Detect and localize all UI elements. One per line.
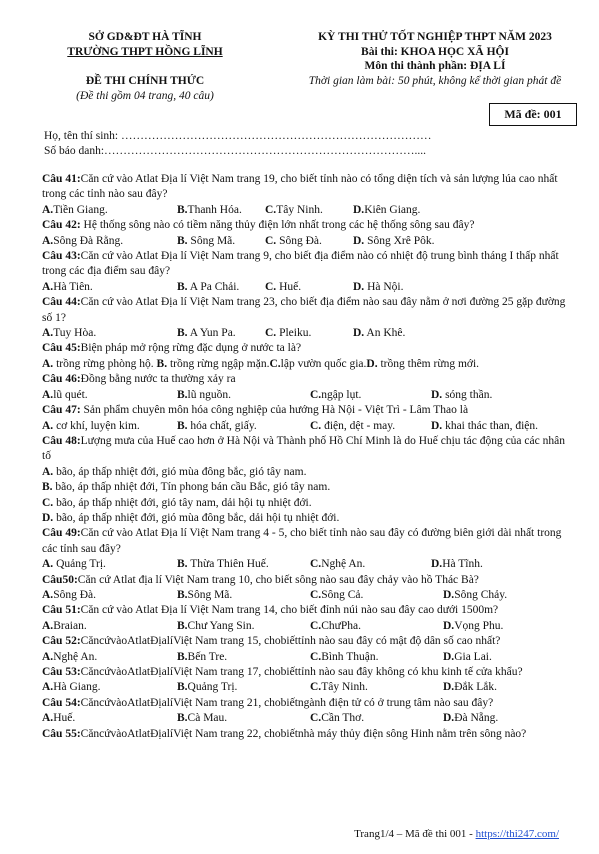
option-text: ChưPha.: [321, 619, 361, 632]
question: [42, 295, 569, 326]
option-letter: A.: [42, 619, 54, 632]
option-text: Thừa Thiên Huế.: [187, 558, 269, 571]
option-text: Huế.: [53, 712, 76, 725]
option-letter: B.: [177, 558, 188, 571]
option-text: bão, áp thấp nhiệt đới, gió mùa đông bắc, gió tây nam.: [53, 465, 307, 478]
answer-option[interactable]: [177, 280, 265, 295]
option-text: Cần Thơ.: [321, 712, 365, 725]
option-text: Pleiku.: [276, 327, 312, 340]
answer-option[interactable]: [42, 203, 177, 218]
question-text: CăncứvàoAtlatĐịalíViệt Nam trang 17, chobiếttỉnh nào sau đây không có khu kinh tế cửa khẩu?: [80, 666, 523, 678]
option-text: cơ khí, luyện kim.: [53, 419, 140, 432]
question: [42, 696, 569, 711]
answer-options: [42, 203, 569, 218]
option-text: lũ nguồn.: [187, 388, 231, 401]
question: [42, 727, 569, 742]
question-text: Căn cứ vào Atlat Địa lí Việt Nam trang 19, cho biết tỉnh nào có tổng diện tích và sản lượng lúa cao nhất trong các tỉnh nào sau đây?: [42, 173, 558, 201]
answer-option[interactable]: [431, 419, 571, 434]
answer-options: [42, 234, 569, 249]
answer-option[interactable]: [269, 358, 366, 370]
answer-options: [42, 588, 569, 603]
option-text: Sông Mã.: [187, 234, 236, 247]
answer-option[interactable]: [443, 680, 563, 695]
answer-option[interactable]: [157, 358, 270, 370]
option-text: Gia Lai.: [454, 650, 492, 663]
option-letter: C.: [265, 234, 277, 247]
question-number: Câu 54:: [42, 696, 81, 709]
option-letter: D.: [443, 650, 455, 663]
question-number: Câu 41:: [42, 173, 81, 185]
option-text: Quảng Trị.: [53, 558, 106, 571]
header-left: [30, 30, 260, 103]
answer-option[interactable]: [177, 588, 310, 603]
option-letter: A.: [42, 712, 54, 725]
option-text: khai thác than, điện.: [442, 419, 538, 432]
option-text: Sông Đà.: [276, 234, 322, 247]
answer-options: [42, 619, 569, 634]
answer-option[interactable]: [42, 234, 177, 249]
option-letter: C.: [310, 650, 322, 663]
question-text: CăncứvàoAtlatĐịalíViệt Nam trang 15, chobiếttỉnh nào sau đây có mật độ dân số cao nhất?: [80, 635, 501, 648]
option-text: Sông Chảy.: [454, 588, 508, 601]
question-number: Câu 49:: [42, 527, 81, 540]
answer-option[interactable]: [310, 557, 431, 572]
option-text: ngập lụt.: [321, 388, 362, 401]
option-letter: D.: [431, 419, 443, 432]
question: [42, 249, 569, 280]
answer-option[interactable]: [42, 465, 569, 480]
answer-option[interactable]: [42, 419, 177, 434]
option-text: lũ quét.: [53, 388, 88, 401]
answer-option[interactable]: [42, 650, 177, 665]
answer-option[interactable]: [431, 557, 551, 572]
option-letter: D.: [353, 280, 365, 293]
exam-code-box: Mã đề: 001: [489, 103, 577, 126]
question-number: Câu 42:: [42, 219, 81, 232]
question: [42, 526, 569, 557]
option-letter: A.: [42, 558, 54, 571]
option-letter: B.: [177, 650, 188, 663]
question-text: CăncứvàoAtlatĐịalíViệt Nam trang 21, chobiếtngành điện tử có ở trung tâm nào sau đây?: [80, 696, 494, 709]
answer-option[interactable]: [177, 650, 310, 665]
option-letter: B.: [177, 280, 188, 293]
option-text: Hà Tĩnh.: [442, 558, 483, 571]
option-text: Hà Giang.: [53, 681, 101, 694]
question-text: Căn cứ vào Atlat Địa lí Việt Nam trang 9, cho biết địa điểm nào có nhiệt độ trung bình tháng I thấp nhất trong các địa điểm sau đây?: [42, 250, 559, 278]
option-text: Kiên Giang.: [364, 203, 421, 216]
option-text: A Yun Pa.: [187, 327, 236, 340]
answer-options: [42, 557, 569, 572]
question-number: Câu 46:: [42, 373, 81, 386]
option-text: trồng rừng ngập mặn.: [167, 357, 270, 370]
question: [42, 218, 569, 233]
question: [42, 341, 569, 356]
option-letter: B.: [156, 357, 168, 370]
school-name: TRƯỜNG THPT HỒNG LĨNH: [67, 46, 223, 58]
answer-option[interactable]: [42, 588, 177, 603]
option-letter: D.: [443, 588, 455, 601]
option-letter: A.: [42, 234, 54, 247]
answer-options: [42, 326, 569, 341]
official-label: ĐỀ THI CHÍNH THỨC: [85, 75, 205, 87]
answer-option[interactable]: [42, 619, 177, 634]
option-text: Tuy Hòa.: [53, 327, 97, 340]
answer-options: [42, 650, 569, 665]
answer-option[interactable]: [177, 234, 265, 249]
answer-options: [42, 280, 569, 295]
student-id-line: Số báo danh:………………………………………………………………………....: [44, 145, 427, 157]
answer-options: [42, 357, 569, 372]
answer-option[interactable]: [177, 680, 310, 695]
answer-option[interactable]: [177, 557, 310, 572]
answer-option[interactable]: [310, 680, 443, 695]
answer-option[interactable]: [265, 234, 353, 249]
question-number: Câu 47:: [42, 404, 81, 417]
answer-option[interactable]: [42, 358, 157, 370]
answer-option[interactable]: [310, 650, 443, 665]
answer-option[interactable]: [443, 619, 563, 634]
answer-options: [42, 680, 569, 695]
option-letter: B.: [177, 681, 188, 694]
time-note: Thời gian làm bài: 50 phút, không kể thời gian phát đề: [308, 74, 562, 87]
answer-option[interactable]: [310, 388, 431, 403]
option-text: Vọng Phu.: [454, 619, 504, 632]
page-footer: [354, 827, 559, 841]
answer-option[interactable]: [42, 557, 177, 572]
option-text: Bình Thuận.: [321, 650, 379, 663]
question-list: [42, 172, 569, 742]
answer-options: [42, 419, 569, 434]
question-text: Căn cứ vào Atlat Địa lí Việt Nam trang 23, cho biết địa điểm nào sau đây nằm ở nơi đường 25 gặp đường số 1?: [42, 296, 566, 324]
option-text: điện, dệt - may.: [321, 419, 396, 432]
question: [42, 403, 569, 418]
answer-option[interactable]: [353, 234, 483, 249]
exam-subject: Bài thi: KHOA HỌC XÃ HỘI: [361, 45, 509, 58]
pages-note: (Đề thi gồm 04 trang, 40 câu): [76, 90, 214, 102]
option-letter: A.: [42, 203, 54, 216]
question-number: Câu 48:: [42, 434, 81, 447]
question-text: Căn cứ vào Atlat Địa lí Việt Nam trang 14, cho biết đỉnh núi nào sau đây cao dưới 1500m?: [80, 604, 499, 617]
question-number: Câu 44:: [42, 296, 81, 309]
option-letter: B.: [177, 234, 188, 247]
option-text: trồng rừng phòng hộ.: [53, 357, 157, 370]
exam-title: KỲ THI THỬ TỐT NGHIỆP THPT NĂM 2023: [318, 31, 552, 43]
question-number: Câu 43:: [42, 250, 81, 263]
option-text: Sông Xrê Pôk.: [364, 234, 435, 247]
option-letter: D.: [353, 203, 365, 216]
answer-option[interactable]: [443, 588, 563, 603]
option-letter: A.: [42, 588, 54, 601]
option-text: Cà Mau.: [187, 712, 228, 725]
answer-option[interactable]: [265, 203, 353, 218]
option-text: Sông Đà Rằng.: [53, 234, 124, 247]
option-letter: C.: [310, 419, 322, 432]
option-letter: C.: [269, 357, 281, 370]
option-letter: D.: [353, 327, 365, 340]
option-text: bão, áp thấp nhiệt đới, gió tây nam, dải hội tụ nhiệt đới.: [53, 496, 312, 509]
answer-option[interactable]: [42, 480, 569, 495]
answer-option[interactable]: [42, 711, 177, 726]
option-text: Sông Đà.: [53, 588, 96, 601]
option-text: Thanh Hóa.: [187, 203, 242, 216]
option-letter: A.: [42, 388, 54, 401]
question: [42, 573, 569, 588]
option-letter: A.: [42, 650, 54, 663]
option-text: Nghệ An.: [321, 558, 366, 571]
answer-option[interactable]: [177, 711, 310, 726]
answer-option[interactable]: [42, 326, 177, 341]
option-letter: D.: [443, 712, 455, 725]
department-name: SỞ GD&ĐT HÀ TĨNH: [88, 31, 202, 43]
option-text: Braian.: [53, 619, 87, 632]
option-letter: A.: [42, 681, 54, 694]
option-letter: C.: [310, 712, 322, 725]
question-number: Câu 52:: [42, 635, 81, 648]
question-text: Hệ thống sông nào có tiềm năng thủy điện lớn nhất trong các hệ thống sông sau đây?: [80, 219, 475, 232]
option-letter: B.: [177, 588, 188, 601]
footer-text: Trang1/4 – Mã đề thi 001 -: [354, 828, 476, 840]
option-text: Tây Ninh.: [276, 203, 323, 216]
question: [42, 172, 569, 203]
answer-option[interactable]: [42, 280, 177, 295]
option-text: hóa chất, giấy.: [187, 419, 257, 432]
option-text: Huế.: [276, 280, 302, 293]
question: [42, 603, 569, 618]
option-letter: D.: [443, 619, 455, 632]
answer-option[interactable]: [42, 680, 177, 695]
answer-options: [42, 388, 569, 403]
answer-options: [42, 711, 569, 726]
answer-option[interactable]: [42, 388, 177, 403]
option-letter: C.: [265, 203, 277, 216]
option-letter: A.: [42, 357, 54, 370]
option-letter: B.: [177, 388, 188, 401]
option-letter: D.: [42, 511, 54, 524]
option-text: Tiền Giang.: [53, 203, 108, 216]
option-text: bão, áp thấp nhiệt đới, Tín phong bán cầu Bắc, gió tây nam.: [52, 481, 331, 494]
answer-option[interactable]: [177, 326, 265, 341]
option-text: An Khê.: [364, 327, 406, 340]
answer-option[interactable]: [353, 203, 473, 218]
option-text: trồng thêm rừng mới.: [377, 357, 480, 370]
question: [42, 634, 569, 649]
question: [42, 372, 569, 387]
answer-option[interactable]: [177, 419, 310, 434]
option-letter: D.: [431, 558, 443, 571]
option-text: Đà Nẵng.: [454, 712, 499, 725]
question: [42, 434, 569, 465]
option-letter: A.: [42, 419, 54, 432]
answer-option[interactable]: [353, 326, 473, 341]
option-letter: B.: [177, 419, 188, 432]
option-text: sóng thần.: [442, 388, 493, 401]
option-letter: C.: [265, 280, 277, 293]
option-text: Nghệ An.: [53, 650, 98, 663]
option-letter: B.: [42, 481, 53, 494]
question-text: Sản phẩm chuyên môn hóa công nghiệp của hướng Hà Nội - Việt Trì - Lâm Thao là: [80, 404, 469, 417]
answer-option[interactable]: [310, 711, 443, 726]
option-letter: C.: [265, 327, 277, 340]
answer-option[interactable]: [310, 588, 443, 603]
exam-component: Môn thi thành phần: ĐỊA LÍ: [364, 60, 506, 72]
footer-link[interactable]: https://thi247.com/: [475, 828, 559, 840]
option-letter: D.: [443, 681, 455, 694]
option-letter: C.: [310, 681, 322, 694]
answer-option[interactable]: [443, 711, 563, 726]
option-text: Quảng Trị.: [187, 681, 238, 694]
question-text: Căn cứ Atlat địa lí Việt Nam trang 10, cho biết sông nào sau đây chảy vào hồ Thác Bà?: [77, 573, 479, 586]
question-text: Biện pháp mở rộng rừng đặc dụng ở nước ta là?: [80, 342, 302, 355]
option-letter: C.: [310, 588, 322, 601]
option-letter: B.: [177, 327, 188, 340]
option-letter: A.: [42, 327, 54, 340]
option-text: Tây Ninh.: [321, 681, 368, 694]
option-text: Bến Tre.: [187, 650, 228, 663]
answer-option[interactable]: [177, 388, 310, 403]
question-number: Câu 45:: [42, 342, 81, 355]
option-letter: B.: [177, 712, 188, 725]
answer-option[interactable]: [42, 496, 569, 511]
question-text: Lượng mưa của Huế cao hơn ở Hà Nội và Thành phố Hồ Chí Minh là do Huế chịu tác động của các nhân tố: [42, 434, 565, 463]
option-text: Sông Cả.: [321, 588, 364, 601]
question: [42, 665, 569, 680]
option-letter: D.: [431, 388, 443, 401]
option-letter: C.: [310, 388, 322, 401]
student-name-line: Họ, tên thí sinh: ………………………………………………………………………: [44, 130, 432, 142]
option-text: Sông Mã.: [187, 588, 233, 601]
answer-option[interactable]: [177, 203, 265, 218]
option-text: A Pa Chải.: [187, 280, 240, 293]
option-text: bão, áp thấp nhiệt đới, gió mùa đông bắc, dải hội tụ nhiệt đới.: [53, 511, 340, 524]
question-text: Căn cứ vào Atlat Địa lí Việt Nam trang 4 - 5, cho biết tỉnh nào sau đây có đường biên giới dài nhất trong các tỉnh sau đây?: [42, 527, 562, 555]
answer-option[interactable]: [431, 388, 551, 403]
question-number: Câu 51:: [42, 604, 81, 617]
option-text: Đắk Lắk.: [454, 681, 497, 694]
answer-option[interactable]: [310, 619, 443, 634]
question-number: Câu 53:: [42, 666, 81, 678]
answer-option[interactable]: [265, 326, 353, 341]
question-number: Câu 55:: [42, 727, 81, 740]
option-text: Hà Tiên.: [53, 280, 93, 293]
answer-option[interactable]: [353, 280, 473, 295]
answer-option[interactable]: [177, 619, 310, 634]
answer-option[interactable]: [265, 280, 353, 295]
answer-option[interactable]: [42, 511, 569, 526]
question-text: CăncứvàoAtlatĐịalíViệt Nam trang 22, chobiếtnhà máy thủy điện sông Hinh nằm trên sông nào?: [80, 727, 527, 740]
header-right: [285, 30, 585, 88]
answer-option[interactable]: [366, 358, 479, 370]
option-text: Hà Nội.: [364, 280, 404, 293]
question-number: Câu50:: [42, 573, 78, 586]
option-letter: B.: [177, 619, 188, 632]
option-letter: A.: [42, 465, 54, 478]
option-letter: D.: [353, 234, 365, 247]
option-letter: C.: [310, 558, 322, 571]
student-info: [44, 129, 564, 159]
option-text: lập vườn quốc gia.: [280, 357, 367, 370]
option-letter: C.: [310, 619, 322, 632]
option-letter: B.: [177, 203, 188, 216]
option-letter: D.: [366, 357, 378, 370]
answer-option[interactable]: [310, 419, 431, 434]
option-letter: A.: [42, 280, 54, 293]
question-text: Đồng bằng nước ta thường xảy ra: [80, 373, 236, 386]
option-text: Chư Yang Sin.: [187, 619, 255, 632]
answer-option[interactable]: [443, 650, 563, 665]
option-letter: C.: [42, 496, 54, 509]
